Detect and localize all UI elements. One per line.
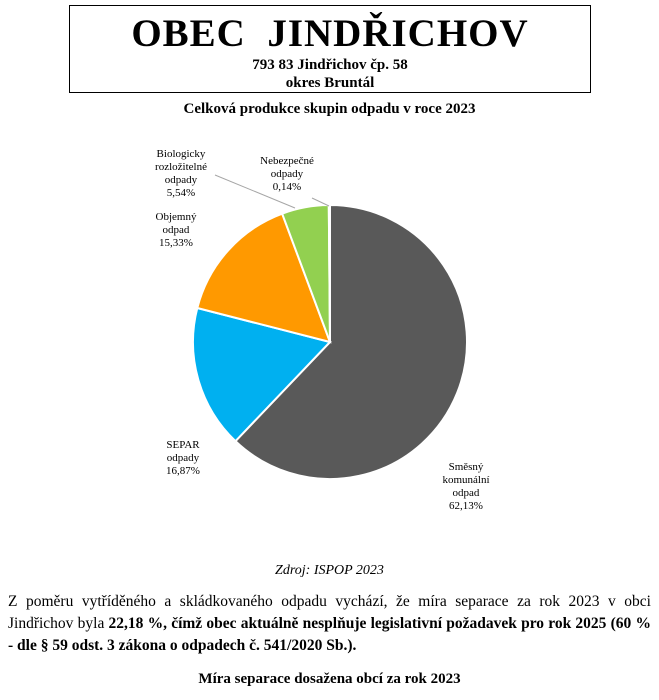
data-source: Zdroj: ISPOP 2023 <box>275 563 384 578</box>
paragraph-emphasis: 22,18 %, čímž obec aktuálně nesplňuje legislativní požadavek pro rok 2025 (60 % - dle § 59 odst. 3 zákona o odpadech č. 541/2020 Sb.). <box>8 615 651 654</box>
pie-slice <box>329 205 330 342</box>
municipality-name: OBEC JINDŘICHOV <box>131 12 529 55</box>
pie-slice-label: Biologicky rozložitelné odpady 5,54% <box>155 148 207 199</box>
separation-rate-title: Míra separace dosažena obcí za rok 2023 <box>198 671 461 687</box>
municipality-district: okres Bruntál <box>285 75 375 91</box>
pie-slices <box>193 205 467 479</box>
chart-title: Celková produkce skupin odpadu v roce 2023 <box>183 101 476 117</box>
pie-slice-label: Směsný komunální odpad 62,13% <box>442 461 490 512</box>
paragraph-text: Z poměru vytříděného a skládkovaného odpadu vychází, že míra separace za rok 2023 v obci Jindřichov byla <box>8 593 651 632</box>
municipality-header <box>69 5 591 93</box>
pie-slice-label: Nebezpečné odpady 0,14% <box>260 155 314 193</box>
municipality-address: 793 83 Jindřichov čp. 58 <box>252 57 408 73</box>
pie-slice-label: Objemný odpad 15,33% <box>155 211 197 249</box>
pie-slice-label: SEPAR odpady 16,87% <box>166 439 200 477</box>
pie-chart <box>0 120 659 550</box>
separation-paragraph <box>8 591 651 657</box>
